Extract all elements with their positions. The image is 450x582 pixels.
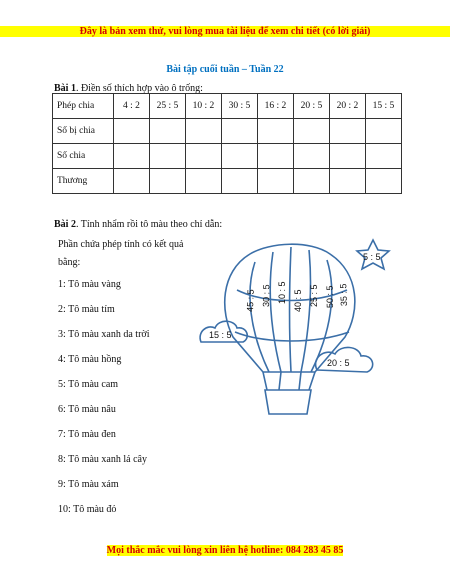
hotline-banner: Mọi thắc mắc vui lòng xin liên hệ hotline: 084 283 45 85 [106,545,344,556]
stripe-label: 35 : 5 [338,283,349,307]
cloud-right-label: 20 : 5 [327,358,350,368]
color-instruction: 7: Tô màu đen [58,429,116,440]
answer-cell[interactable] [294,144,330,169]
color-instruction: 4: Tô màu hồng [58,354,122,365]
color-instruction: 8: Tô màu xanh lá cây [58,454,147,465]
answer-cell[interactable] [258,144,294,169]
answer-cell[interactable] [258,119,294,144]
answer-cell[interactable] [114,119,150,144]
header-cell: 15 : 5 [366,94,402,119]
stripe-label: 10 : 5 [277,281,287,304]
answer-cell[interactable] [114,144,150,169]
header-cell: 10 : 2 [186,94,222,119]
header-cell: 4 : 2 [114,94,150,119]
color-instruction: 10: Tô màu đỏ [58,504,117,515]
balloon-seam [290,247,292,372]
answer-cell[interactable] [294,119,330,144]
exercise-2-heading [54,219,222,230]
color-instruction: 2: Tô màu tím [58,304,115,315]
cloud-left-label: 15 : 5 [209,330,232,340]
stripe-label: 40 : 5 [293,289,303,312]
header-cell: 25 : 5 [150,94,186,119]
exercise-2-label: Bài 2 [54,219,76,230]
answer-cell[interactable] [330,144,366,169]
header-label: Phép chia [53,94,114,119]
answer-cell[interactable] [366,119,402,144]
table-row [53,119,402,144]
answer-cell[interactable] [366,144,402,169]
stripe-label: 30 : 5 [261,284,272,308]
stripe-label: 25 : 5 [309,284,319,307]
answer-cell[interactable] [294,169,330,194]
answer-cell[interactable] [186,169,222,194]
hot-air-balloon-illustration [195,232,400,422]
answer-cell[interactable] [114,169,150,194]
rope [309,372,315,390]
answer-cell[interactable] [186,119,222,144]
color-instruction: 1: Tô màu vàng [58,279,121,290]
header-cell: 20 : 2 [330,94,366,119]
stripe-label: 45 : 5 [245,289,256,313]
balloon-seam [270,252,281,372]
exercise-1-text: . Điền số thích hợp vào ô trống: [75,83,203,94]
answer-cell[interactable] [330,169,366,194]
answer-cell[interactable] [222,169,258,194]
color-instruction: 5: Tô màu cam [58,379,119,390]
row-label: Số chia [53,144,114,169]
header-cell: 20 : 5 [294,94,330,119]
color-instruction: 6: Tô màu nâu [58,404,116,415]
division-table [52,93,402,194]
rope [263,372,267,390]
answer-cell[interactable] [330,119,366,144]
balloon-band [235,332,349,341]
answer-cell[interactable] [366,169,402,194]
rope [279,372,281,390]
answer-cell[interactable] [222,119,258,144]
row-label: Thương [53,169,114,194]
rope [299,372,301,390]
answer-cell[interactable] [150,169,186,194]
star-label: 5 : 5 [363,252,381,262]
table-header-row [53,94,402,119]
answer-cell[interactable] [258,169,294,194]
color-instruction: 3: Tô màu xanh da trời [58,329,150,340]
table-row [53,144,402,169]
stripe-label: 50 : 5 [324,285,335,309]
exercise-2-text: . Tính nhẩm rồi tô màu theo chỉ dẫn: [75,219,223,230]
answer-cell[interactable] [222,144,258,169]
header-cell: 16 : 2 [258,94,294,119]
answer-cell[interactable] [150,144,186,169]
answer-cell[interactable] [150,119,186,144]
exercise-1-label: Bài 1 [54,83,76,94]
color-instruction: 9: Tô màu xám [58,479,119,490]
balloon-basket [265,390,311,414]
page-title: Bài tập cuối tuần – Tuần 22 [166,64,284,75]
preview-banner: Đây là bản xem thử, vui lòng mua tài liệu để xem chi tiết (có lời giải) [0,26,450,37]
header-cell: 30 : 5 [222,94,258,119]
answer-cell[interactable] [186,144,222,169]
table-row [53,169,402,194]
exercise-2-intro: Phần chứa phép tính có kết quả bằng: [58,239,184,268]
balloon-seam [250,262,272,372]
row-label: Số bị chia [53,119,114,144]
